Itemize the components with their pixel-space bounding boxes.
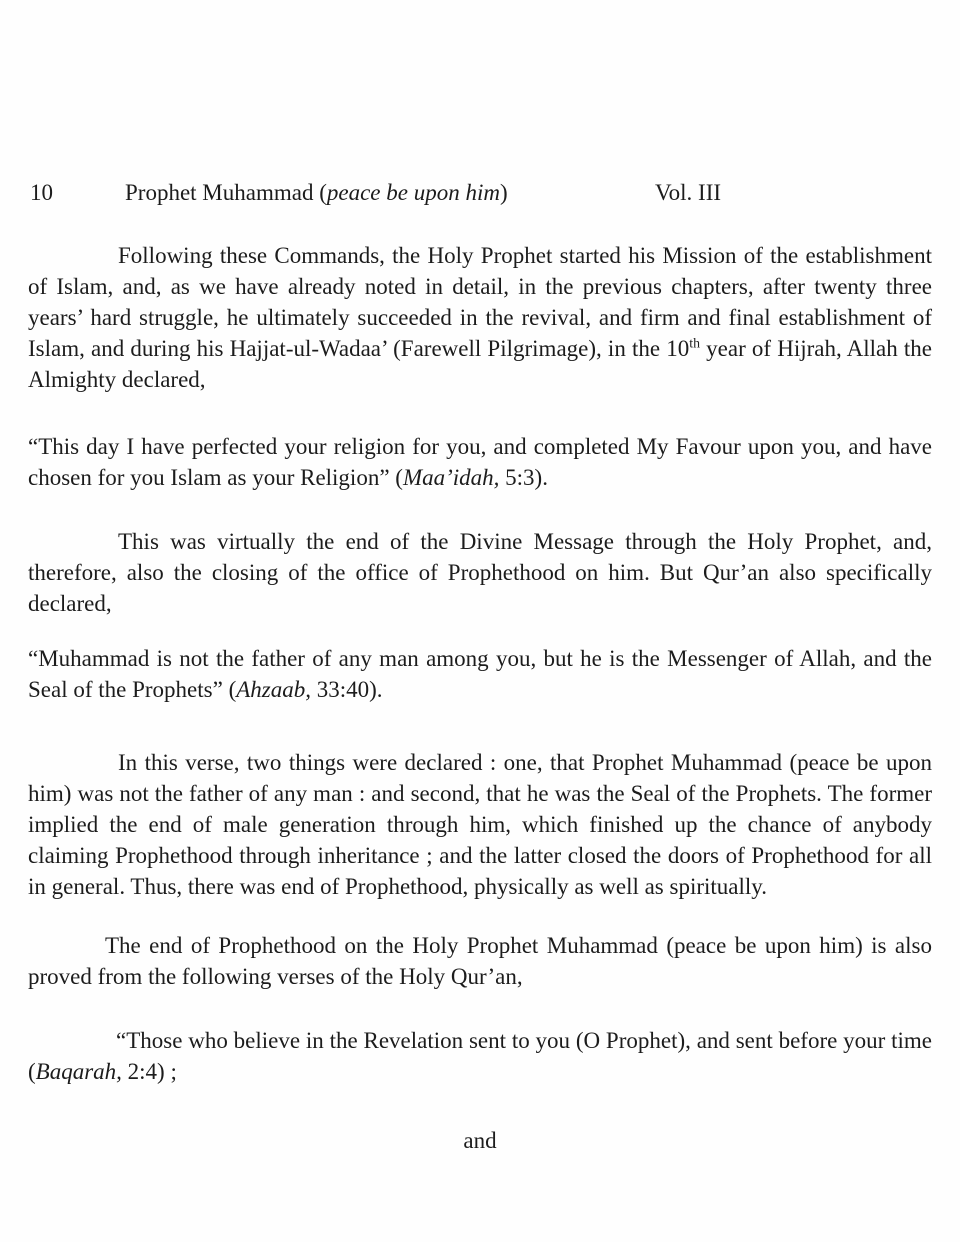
- quote-3: [28, 1025, 932, 1087]
- paragraph-1: [28, 240, 932, 395]
- text-run: and: [463, 1128, 497, 1153]
- page-number: 10: [30, 180, 53, 205]
- text-run: 2:4) ;: [121, 1059, 177, 1084]
- text-run: “Those who believe in the Revelation sent to you (O Prophet), and sent before your time (: [28, 1028, 932, 1084]
- text-run: In this verse, two things were declared : one, that Prophet Muhammad (peace be upon him) was not the father of any man : and second, that he was the Seal of the Prophets. The former implied the end of male generation through him, which finished up the chance of anybody claiming Prophethood through inheritance ; and the latter closed the doors of Prophethood for all in general. Thus, there was end of Prophethood, physically as well as spiritually.: [28, 750, 932, 899]
- text-run: year of Hijrah, Allah the Almighty declared,: [28, 336, 933, 392]
- connector-and: [28, 1125, 932, 1156]
- text-run: This was virtually the end of the Divine Message through the Holy Prophet, and, therefore, also the closing of the office of Prophethood on him. But Qur’an also specifically declared,: [28, 529, 932, 616]
- paragraph-3: [28, 747, 932, 902]
- italic-text: Baqarah,: [35, 1059, 122, 1084]
- text-run: Following these Commands, the Holy Prophet started his Mission of the establishment of Islam, and, as we have already noted in detail, in the previous chapters, after twenty three years’ hard struggle, he ultimately succeeded in the revival, and firm and final establishment of Islam, and during his Hajjat-ul-Wadaa’ (Farewell Pilgrimage), in the 10: [28, 243, 932, 361]
- text-run: “Muhammad is not the father of any man among you, but he is the Messenger of Allah, and the Seal of the Prophets” (: [28, 646, 932, 702]
- paragraph-4: [28, 930, 932, 992]
- text-run: Prophet Muhammad (: [125, 180, 327, 205]
- text-run: The end of Prophethood on the Holy Prophet Muhammad (peace be upon him) is also proved from the following verses of the Holy Qur’an,: [28, 933, 932, 989]
- quote-1: [28, 431, 932, 493]
- page-header: [28, 177, 932, 208]
- text-run: “This day I have perfected your religion for you, and completed My Favour upon you, and have chosen for you Islam as your Religion” (: [28, 434, 932, 490]
- paragraph-2: [28, 526, 932, 619]
- page-body: [28, 240, 932, 1156]
- volume-label: Vol. III: [655, 180, 722, 205]
- superscript-text: th: [689, 335, 700, 351]
- text-run: 33:40).: [310, 677, 383, 702]
- text-run: 5:3).: [499, 465, 548, 490]
- running-title: [125, 177, 508, 208]
- italic-text: Maa’idah,: [402, 465, 500, 490]
- quote-2: [28, 643, 932, 705]
- italic-text: Ahzaab,: [236, 677, 311, 702]
- italic-text: peace be upon him: [326, 180, 500, 205]
- text-run: ): [499, 180, 508, 205]
